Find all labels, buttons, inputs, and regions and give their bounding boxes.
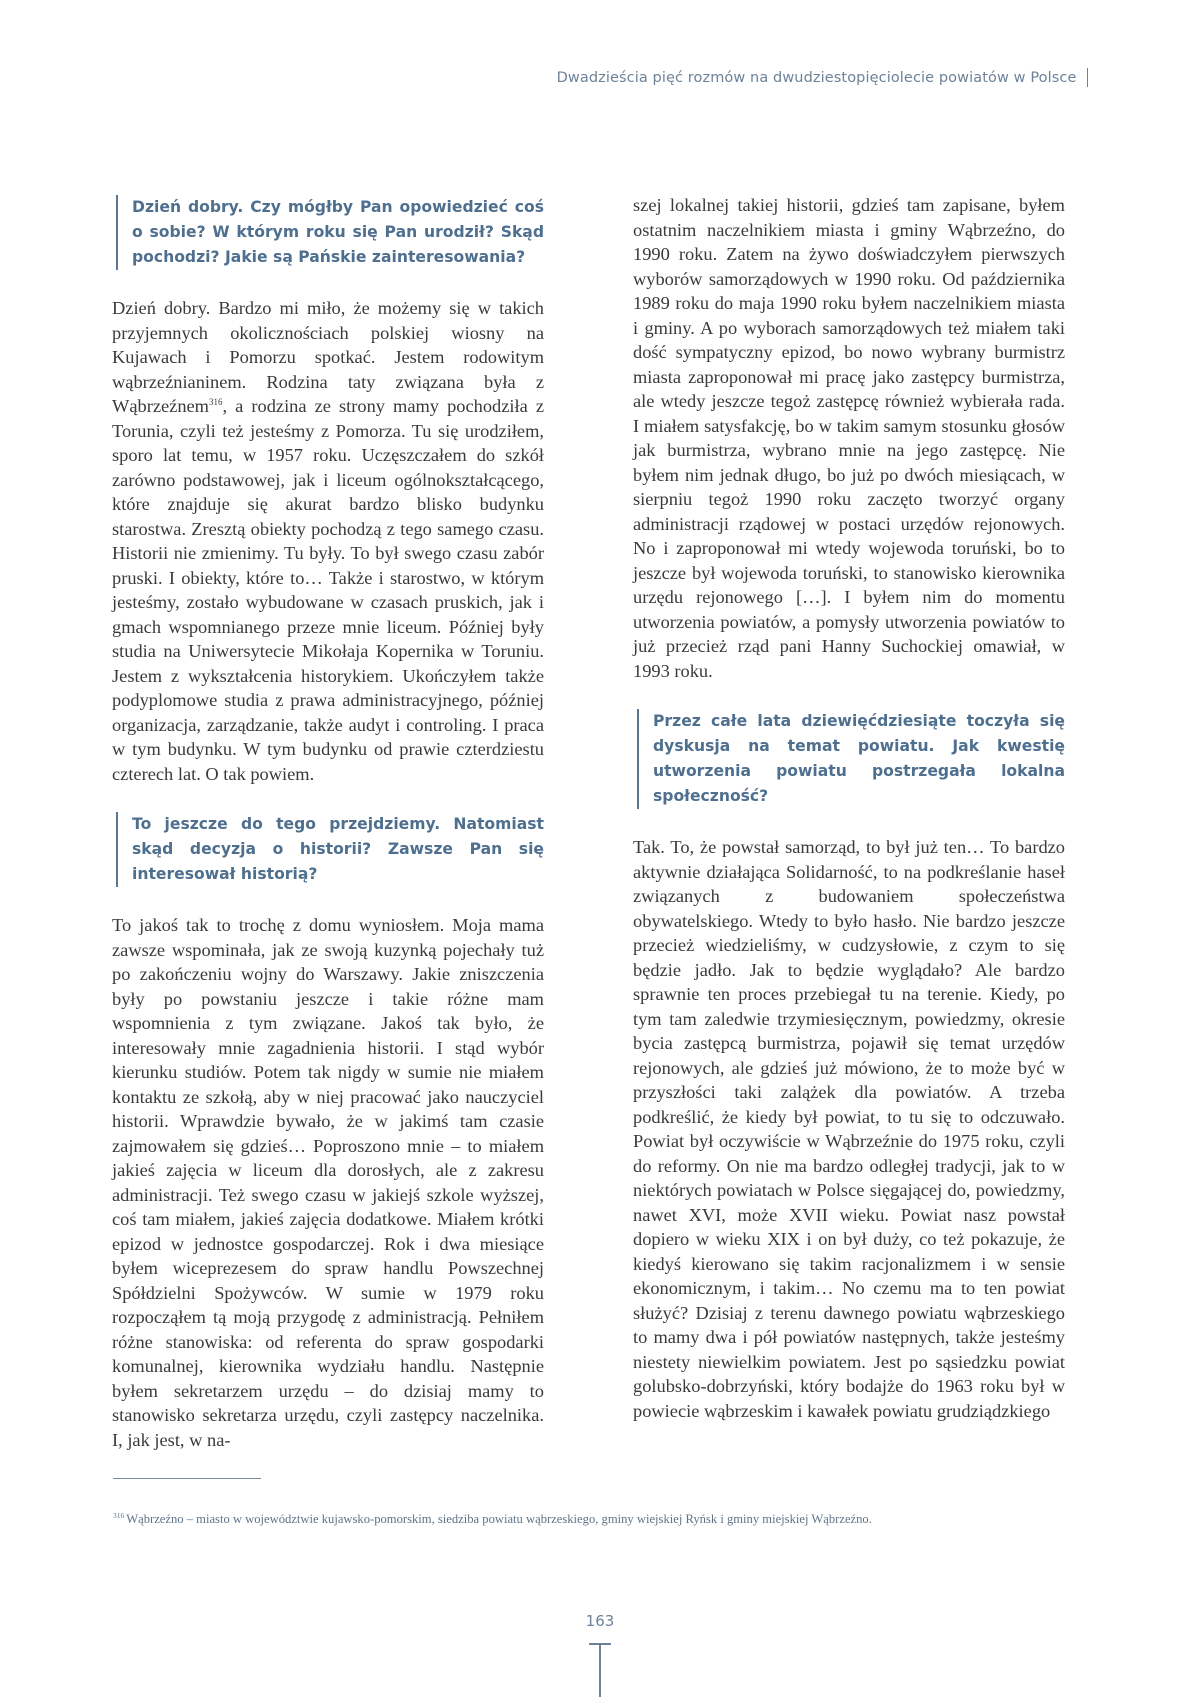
left-column [112, 195, 544, 1478]
answer-1-part-1: Dzień dobry. Bardzo mi miło, że możemy się w takich przyjemnych okolicznościach polskiej wiosny na Kujawach i Pomorzu spotkać. Jestem rodowitym wąbrzeźnianinem. Rodzina taty związana była z Wąbrzeźnem [112, 298, 544, 416]
page-number-marker [589, 1643, 611, 1697]
footnote-ref[interactable]: 316 [209, 396, 223, 407]
footnote-number: 316 [113, 1510, 125, 1520]
right-column [633, 193, 1065, 1449]
running-title: Dwadzieścia pięć rozmów na dwudziestopięciolecie powiatów w Polsce [556, 69, 1077, 86]
answer-2-continued: szej lokalnej takiej historii, gdzieś tam zapisane, byłem ostatnim naczelnikiem miasta i gminy Wąbrzeźno, do 1990 roku. Zatem na żywo doświadczyłem pierwszych wyborów samorządowych w 1990 roku. Od października 1989 roku do maja 1990 roku byłem naczelnikiem miasta i gminy. A po wyborach samorządowych też miałem taki dość sympatyczny epizod, bo nowo wybrany burmistrz miasta zaproponował mi pracę jako zastępcy burmistrza, ale wtedy jeszcze tegoż zastępcę również wybierała rada. I miałem satysfakcję, bo w takim samym stosunku głosów jak burmistrza, wybrano mnie na jego zastępcę. Nie byłem nim jednak długo, bo już po dwóch miesiącach, w sierpniu tegoż 1990 roku zaczęto tworzyć organy administracji rządowej w postaci urzędów rejonowych. No i zaproponował mi wtedy wojewoda toruński, bo to jeszcze był wojewoda toruński, to stanowisko kierownika urzędu rejonowego […]. I byłem nim do momentu utworzenia powiatów, a pomysły utworzenia powiatów to już przecież rząd pani Hanny Suchockiej omawiał, w 1993 roku. [633, 195, 1065, 681]
question-3: Przez całe lata dziewięćdziesiąte toczyła się dyskusja na temat powiatu. Jak kwestię utworzenia powiatu postrzegała lokalna społeczność? [637, 709, 1065, 809]
footnote-divider [113, 1478, 261, 1479]
question-2: To jeszcze do tego przejdziemy. Natomiast skąd decyzja o historii? Zawsze Pan się interesował historią? [116, 812, 544, 887]
marker-stem [599, 1643, 601, 1697]
page-number: 163 [585, 1612, 615, 1630]
answer-3: Tak. To, że powstał samorząd, to był już ten… To bardzo aktywnie działająca Solidarność, to na podkreślanie haseł związanych z budowaniem społeczeństwa obywatelskiego. Wtedy to było hasło. Nie bardzo jeszcze przecież wiedzieliśmy, w cudzysłowie, z czym to się będzie jadło. Jak to będzie wyglądało? Ale bardzo sprawnie ten proces przebiegał tu na terenie. Kiedy, po tym tam zaledwie trzymiesięcznym, powiedzmy, okresie bycia zastępcą burmistrza, pojawił się temat urzędów rejonowych, ale gdzieś już mówiono, że to może być w przyszłości taki zalążek dla powiatów. A trzeba podkreślić, że kiedy był powiat, to tu się to odczuwało. Powiat był oczywiście w Wąbrzeźnie do 1975 roku, czyli do reformy. On nie ma bardzo odległej tradycji, jak to w niektórych powiatach w Polsce sięgającej do, powiedzmy, nawet XVI, może XVII wieku. Powiat nasz powstał dopiero w wieku XIX i on był duży, co też pokazuje, że kiedyś kierowano się takim racjonalizmem i w sensie ekonomicznym, i takim… No czemu ma to ten powiat służyć? Dzisiaj z terenu dawnego powiatu wąbrzeskiego to mamy dwa i pół powiatów następnych, także jesteśmy niestety niewielkim powiatem. Jest po sąsiedzku powiat golubsko-dobrzyński, który bodajże do 1963 roku był w powiecie wąbrzeskim i kawałek powiatu grudziądzkiego [633, 837, 1065, 1421]
answer-1 [112, 296, 544, 786]
footnote [113, 1511, 1093, 1527]
footnote-text: Wąbrzeźno – miasto w województwie kujawsko-pomorskim, siedziba powiatu wąbrzeskiego, gminy wiejskiej Ryńsk i gminy miejskiej Wąbrzeźno. [126, 1512, 872, 1526]
answer-1-part-2: , a rodzina ze strony mamy pochodziła z Torunia, czyli też jesteśmy z Pomorza. Tu się urodziłem, sporo lat temu, w 1957 roku. Uczęszczałem do szkół zarówno podstawowej, jak i liceum ogólnokształcącego, które znajduje się akurat bardzo blisko budynku starostwa. Zresztą obiekty pochodzą z tego samego czasu. Historii nie zmienimy. Tu były. To był swego czasu zabór pruski. I obiekty, które to… Także i starostwo, w którym jesteśmy, zostało wybudowane w czasach pruskich, jak i gmach wspomnianego przeze mnie liceum. Później były studia na Uniwersytecie Mikołaja Kopernika w Toruniu. Jestem z wykształcenia historykiem. Ukończyłem także podyplomowe studia z prawa administracyjnego, później organizacja, zarządzanie, także audyt i controling. I praca w tym budynku. W tym budynku od prawie czterdziestu czterech lat. O tak powiem. [112, 396, 544, 784]
running-header [557, 68, 1088, 87]
header-divider [1087, 68, 1089, 87]
answer-2: To jakoś tak to trochę z domu wyniosłem. Moja mama zawsze wspominała, jak ze swoją kuzynką pojechały tuż po zakończeniu wojny do Warszawy. Jakie zniszczenia były po powstaniu jeszcze i takie różne mam wspomnienia z tym związane. Jakoś tak było, że interesowały mnie zagadnienia historii. I stąd wybór kierunku studiów. Potem tak nigdy w sumie nie miałem kontaktu ze szkołą, aby w niej pracować jako nauczyciel historii. Wprawdzie bywało, że w jakimś tam czasie zajmowałem się gdzieś… Poproszono mnie – to miałem jakieś zajęcia w liceum dla dorosłych, ale z zakresu administracji. Też swego czasu w jakiejś szkole wyższej, coś tam miałem, jakieś zajęcia dodatkowe. Miałem krótki epizod w jednostce gospodarczej. Rok i dwa miesiące byłem wiceprezesem do spraw handlu Powszechnej Spółdzielni Spożywców. W sumie w 1979 roku rozpocząłem tą moją przygodę z administracją. Pełniłem różne stanowiska: od referenta do spraw gospodarki komunalnej, kierownika wydziału handlu. Następnie byłem sekretarzem urzędu – do dzisiaj mamy to stanowisko sekretarza urzędu, czyli zastępcy naczelnika. I, jak jest, w na- [112, 915, 544, 1450]
question-1: Dzień dobry. Czy mógłby Pan opowiedzieć coś o sobie? W którym roku się Pan urodził? Skąd pochodzi? Jakie są Pańskie zainteresowania? [116, 195, 544, 270]
